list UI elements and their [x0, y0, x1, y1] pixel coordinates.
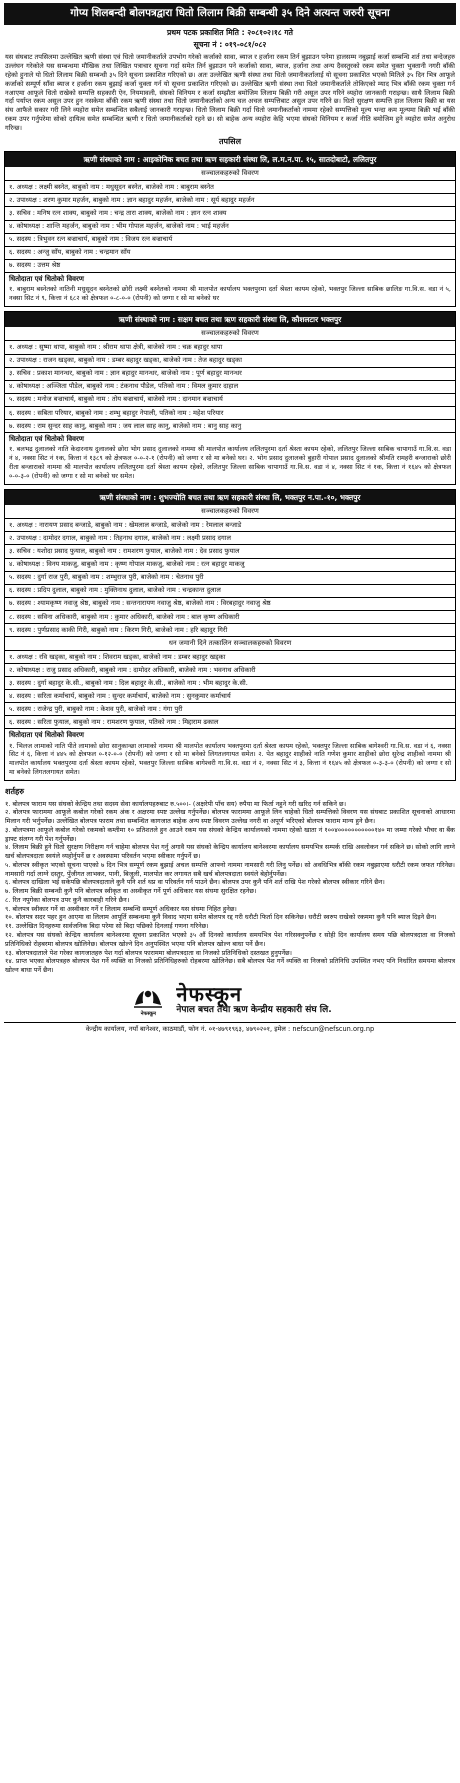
member-row: ५. सदस्य : दुर्गा राज पुरी, बाबुको नाम : शम्भुराज पुरी, बाजेको नाम : चेतनाथ पुरी — [5, 572, 455, 585]
hands-logo-icon — [132, 985, 164, 1011]
term-item: १२. बोलपत्र यस संघको केन्द्रिय कार्यालय बानेश्वरमा सूचना प्रकाशित भएको ३५ औं दिनको कार्यालय समयभित्र पेश गरिसक्नुपर्नेछ र सोही दिन कार्यालय समय पछि बोलपत्रदाता वा निजको प्रतिनिधिको रोहबरमा बोलपत्र खोलिनेछ। बोलपत्र खोल्ने दिन अनुपस्थित भएमा पनि बोलपत्र खोल्न बाधा पर्ने छैन। — [5, 931, 455, 948]
org-short-name: नेफस्कून — [176, 982, 243, 1007]
guarantor-row: ३. सदस्य : दुर्गा बहादुर के.सी., बाबुको नाम : दिल बहादुर के.सी., बाजेको नाम : भीम बहादुर के.सी. — [5, 677, 455, 690]
term-item: १. बोलपत्र फाराम यस संघको केन्द्रिय तथा सदस्य सेवा कार्यालयहरुबाट रु.५००।- (अक्षरेपी पाँच सय) रुपैया मा फिर्ता नहुने गरी खरिद गर्न सकिने छ। — [5, 799, 347, 808]
collateral-details: १. भिलज लामाको नाति पीते लामाको छोरा सानुकान्छा लामाको नाममा श्री मालपोत कार्यालय भक्तपुरमा दर्ता श्रेस्ता कायम रहेको, भक्तपुर जिल्ला साबिक बागेश्वरी गा.वि.स. वडा नं ६, नक्सा सिट नं ६, कित्ता नं ४४५ को क्षेत्रफल ०-१२-०-० (रोपनी) को जग्गा र सो मा बनेको लिगतलगायत समेत। २. पेत बहादुर शाहीको नाति गणेश कुमार शाहीको छोरा सुरेन्द्र शाहीको नाममा श्री मालपोत कार्यालय भक्तपुरमा दर्ता श्रेस्ता कायम रहेको, भक्तपुर जिल्ला साबिक बागेश्वरी गा.वि.स. वडा नं २, नक्सा सिट नं ३, कित्ता नं १६४५ को क्षेत्रफल ०-३-३-० (रोपनी) को जग्गा र सो मा बनेको लिगतलगायत समेत। — [9, 741, 451, 777]
term-item: ३. बोलपत्रमा आफूले कबोल गरेको रकमको कम्तीमा १० प्रतिशतले हुन आउने रकम यस संघको केन्द्रिय कार्यालयको नाममा रहेको खाता नं १००४०००००००००००१४० मा जम्मा गरेको भौचर वा बैंक ड्राफ्ट संलग्न गरी पेश गर्नुपर्नेछ। — [5, 825, 455, 843]
member-row: ९. सदस्य : पुर्णप्रसाद काकी गिरी, बाबुको नाम : किरण गिरी, बाजेको नाम : हरि बहादुर गिरी — [5, 624, 455, 637]
member-row: २. उपाध्यक्ष : दामोदर दगाल, बाबुको नाम : तिहनाथ दगाल, बाजेको नाम : लक्ष्मी प्रसाद दगाल — [5, 532, 455, 545]
guarantor-members-heading: धन जमानी दिने तत्कालिन सञ्चालकहरुको विवरण — [5, 637, 455, 651]
coop-title: ऋणी संस्थाको नाम : सक्षम बचत तथा ऋण सहकारी संस्था लि, कौशलटार भक्तपुर — [5, 312, 455, 328]
member-row: ७. सदस्य : उत्तम श्रेष्ठ — [5, 260, 455, 273]
term-item: २. बोलपत्र फाराममा आफूले कबोल गरेको रकम अंक र अक्षरमा स्पष्ट उल्लेख गर्नुपर्नेछ। बोलपत्र फाराममा आफूले लिन चाहेको धितो सम्पत्तिको विवरण यस संघबाट प्रकाशित सूचनाको आधारमा मिलान गरी भर्नुपर्नेछ। उल्लेखित बोलपत्र फाराम तथा सम्बन्धित कागजात बाहेक अन्य स्पष्ट विवरण उल्लेख नगरी वा अपूर्ण भरिएको बोलपत्र फाराम मान्य हुने छैन। — [5, 808, 455, 826]
member-row: २. उपाध्यक्ष : शरण कुमार महर्जन, बाबुको नाम : ज्ञान बहादुर महर्जन, बाजेको नाम : सूर्य बहादुर महर्जन — [5, 194, 455, 207]
member-row: ४. कोषाध्यक्ष : शान्ति महर्जन, बाबुको नाम : भीम गोपाल महर्जन, बाजेको नाम : भाई महर्जन — [5, 221, 455, 234]
board-members-heading: सञ्चालकहरुको विवरण — [5, 327, 455, 341]
borrower-coop-section — [4, 311, 456, 485]
guarantor-row: ५. सदस्य : राजेन्द्र पुरी, बाबुको नाम : केशव पुरी, बाजेको नाम : गंगा पुरी — [5, 703, 455, 716]
member-row: १. अध्यक्ष : सुष्मा थापा, बाबुको नाम : श्रीराम थापा क्षेत्री, बाजेको नाम : चक्र बहादुर थापा — [5, 341, 455, 354]
collateral-details: १. बाबुराम बस्नेतको नातिनी मधुसूदन बस्नेतको छोरी लक्ष्मी बस्नेतको नाममा श्री मालपोत कार्यालय भक्तपुरमा दर्ता श्रेस्ता कायम रहेको, भक्तपुर जिल्ला साबिक छालिङ गा.वि.स. वडा नं ५, नक्सा सिट नं ९, कित्ता नं ६८२ को क्षेत्रफल ०-८-०-० (रोपनी) को जग्गा र सो मा बनेको घर — [9, 285, 451, 302]
member-row: १. अध्यक्ष : लक्ष्मी बस्नेत, बाबुको नाम : मधुसूदन बस्नेत, बाजेको नाम : बाबुराम बस्नेत — [5, 181, 455, 194]
term-item: १३. बोलपत्रदाताले पेश गरेका कागजातहरु पेश गर्दा बोलपत्र फाराममा बोलपत्रदाता वा निजको प्रतिनिधिको दस्तखत हुनुपर्नेछ। — [5, 948, 292, 957]
member-row: ३. सचिव : यशोदा प्रसाद फुयाल, बाबुको नाम : रामशरण फुयाल, बाजेको नाम : देव प्रसाद फुयाल — [5, 545, 455, 558]
member-row: ३. सचिव : प्रकाश मानन्धर, बाबुको नाम : ज्ञान बहादुर मानन्धर, बाजेको नाम : पूर्ण बहादुर मानन्धर — [5, 368, 455, 381]
borrower-coop-section — [4, 489, 456, 781]
term-item: ११. उल्लेखित दिनहरुमा सार्वजनिक बिदा परेमा सो बिदा पछिको दिनलाई गणना गरिनेछ। — [5, 922, 209, 931]
first-publication-date: प्रथम पटक प्रकाशित मिति : २०८१०२।१८ गते — [166, 27, 294, 37]
term-item: ९. बोलपत्र स्वीकार गर्ने वा अस्वीकार गर्ने र लिलाम सम्बन्धि सम्पूर्ण अधिकार यस संघमा निहित हुनेछ। — [5, 904, 237, 913]
schedule-title: तपसिल — [218, 137, 241, 146]
guarantor-row: १. अध्यक्ष : रवि खड्का, बाबुको नाम : शिवराम खड्का, बाजेको नाम : डम्बर बहादुर खड्का — [5, 651, 455, 664]
member-row: ६. सदस्य : सबिता परियार, बाबुको नाम : शम्भु बहादुर नेपाली, पतिको नाम : महेश परियार — [5, 407, 455, 420]
term-item: ८. रित नपुगेका बोलपत्र उपर कुनै कारबाही गरिने छैन। — [5, 895, 130, 904]
board-members-heading: सञ्चालकहरुको विवरण — [5, 167, 455, 181]
member-row: ८. सदस्य : सविना अधिकारी, बाबुको नाम : कुमार अधिकारी, बाजेको नाम : बाल कृष्ण अधिकारी — [5, 611, 455, 624]
member-row: ४. कोषाध्यक्ष : विनय माकजु, बाबुको नाम : कृष्ण गोपाल माकजु, बाजेको नाम : रत्न बहादुर माकजु — [5, 559, 455, 572]
borrower-coop-section — [4, 151, 456, 307]
terms-title: शर्तहरु — [5, 786, 25, 796]
collateral-details: १. बलभद्र दुलालको नाति केदारनाथ दुलालको छोरा भोग प्रसाद दुलालको नाममा श्री मालपोत कार्यालय ललितपुरमा दर्ता श्रेस्ता कायम रहेको, ललितपुर जिल्ला साबिक चापागाउँ गा.वि.स. वडा नं ४, नक्सा सिट नं १क, कित्ता नं १३८९ को क्षेत्रफल ०-०-२-१ (रोपनी) को जग्गा र सो मा बनेको घर। २. भोग प्रसाद दुलालको बुहारी गोपाल प्रसाद दुलालको श्रीमति रामहरी बन्जाराको छोरी रीता बन्जाराको नाममा श्री मालपोत कार्यालय ललितपुरमा दर्ता श्रेस्ता कायम रहेको, ललितपुर जिल्ला साबिक चापागाउँ गा.वि.स. वडा नं ४, नक्सा सिट नं १क, कित्ता नं १६४५ को क्षेत्रफल ०-०-३-० (रोपनी) को जग्गा र सो मा बनेको घर समेत। — [9, 445, 451, 480]
member-row: २. उपाध्यक्ष : राजन खड्का, बाबुको नाम : डम्बर बहादुर खड्का, बाजेको नाम : तेज बहादुर खड्का — [5, 355, 455, 368]
collateral-heading: धितोदाता एवं धितोको विवरण — [9, 435, 84, 443]
guarantor-row: २. कोषाध्यक्ष : राजु प्रसाद अधिकारी, बाबुको नाम : दामोदर अधिकारी, बाजेको नाम : भवनाथ अधिकारी — [5, 664, 455, 677]
board-members-heading: सञ्चालकहरुको विवरण — [5, 505, 455, 519]
term-item: १४. प्राप्त भएका बोलपत्रहरु बोलपत्र पेश गर्ने व्यक्ति वा निजको प्रतिनिधिहरुको रोहबरमा खोलिनेछ। सबै बोलपत्र पेश गर्ने व्यक्ति वा निजको प्रतिनिधि उपस्थित नभए पनि निर्धारित समयमा बोलपत्र खोल्न बाधा पर्ने छैन। — [5, 957, 455, 975]
guarantor-row: ४. सदस्य : सरिता कर्माचार्य, बाबुको नाम : सुन्दर कर्माचार्य, बाजेको नाम : सुनकुमार कर्माचार्य — [5, 690, 455, 703]
member-row: ६. सदस्य : प्रदिप दुलाल, बाबुको नाम : मुक्तिनाथ दुलाल, बाजेको नाम : चन्द्रकान्त दुलाल — [5, 585, 455, 598]
intro-paragraph: यस संघबाट तपसिलमा उल्लेखित ऋणी संस्था एवं धितो जमानीकर्ताले उपभोग गरेको कर्जाको सावा, ब्याज र हर्जाना रकम तिर्न बुझाउन पनेमा हालसम्म नबुझाई कर्जा सम्बन्धि शर्त तथा बन्देजहरु उल्लंघन गरेकोले यस सम्बन्धमा मौखिक तथा लिखित पत्राचार सूचना गर्दा समेत तिर्न बुझाउन पने कर्जाको सावा, ब्याज, हर्जाना तथा अन्य दैवस्तुरको रकम समेत चुक्ता भुक्तानी नगरी बाँकी रहेको हुनाले यो धितो लिलाम बिक्री सम्बन्धी ३५ दिने सूचना प्रकाशित गरिएको छ। अतः उल्लेखित ऋणी संस्था तथा धितो जमानीकर्तालाई यो सूचना प्रकाशित भएको मितिले ३५ दिन भित्र आफूले कर्जाको सम्पूर्ण साँवा ब्याज र हर्जाना रकम बुझाई कर्जा चुक्ता गर्न यो सूचना प्रकाशित गरिएको छ। उल्लेखित ऋणी संस्था तथा धितो जमानीकर्ताले तोकिएको म्याद भित्र बाँकी रकम चुक्ता गर्न नआएमा आफूले धितो राखेको सम्पत्ति सहकारी ऐन, नियमावली, संघको विनियम र कर्जा सम्झौता बमोजिम लिलाम बिक्री गरी असूल उपर गरिने व्यहोरा जानकारी गराइन्छ। साथै लिलाम बिक्री गर्दा पर्याप्त रकम असूल उपर हुन नसकेमा बाँकी रकम ऋणी संस्था तथा धितो जमानीकर्ताको अन्य चल अचल सम्पत्तिबाट असुल उपर गरिने छ। धितो सुरक्षण सम्पत्ति हाल लिलाम बिक्री बा यस संघ आफैले सकार गरी लिने व्यहोरा समेत सम्बन्धित सबैलाई जानकारी गराइन्छ। धितो लिलाम बिक्री गर्दा धितो जमानीकर्ताको नाममा रहेको सम्पत्तिको मूल्य भन्दा कम मूल्यमा बिक्री भई बाँकी रकम उपर गर्नुपरेमा सोको दायित्व समेत सम्बन्धित ऋणी र धितो जमानीकर्ताको रहने छ। सो बाहेक अन्य व्यहोरा केहि भएमा संघको विनियम र कर्जा नीति बमोजिम हुने व्यहोरा समेत अनुरोध गरिन्छ। — [5, 52, 455, 133]
term-item: ६. बोलपत्र दाखिला भई सकेपछि बोलपत्रदाताले कुनै पनि शर्त थप्न वा परिवर्तन गर्न पाउने छैन। बोलपत्र उपर कुनै पनि शर्त राखि पेश गरेको बोलपत्र स्वीकार गरिने छैन। — [5, 878, 385, 887]
term-item: १०. बोलपत्र सदर पहर हुन आएमा वा लिलाम आपूर्ति सम्बन्धमा कुनै विवाद भएमा समेत बोलपत्र रद्द गरी धरौटी फिर्ता दिन सकिनेछ। धरौटी स्वरुप राखेको रकममा कुनै पनि ब्याज दिइने छैन। — [5, 913, 437, 922]
coop-title: ऋणी संस्थाको नाम : शुभज्योति बचत तथा ऋण सहकारी संस्था लि, भक्तपुर न.पा.-१०, भक्तपुर — [5, 490, 455, 506]
notice-number: सूचना नं : ०१९-०८१/०८२ — [193, 39, 267, 49]
org-full-name: नेपाल बचत तथा ऋण केन्द्रीय सहकारी संघ लि. — [176, 1005, 332, 1016]
collateral-heading: धितोदाता एवं धितोको विवरण — [9, 731, 84, 740]
member-row: १. अध्यक्ष : नारायण प्रसाद बन्जाडे, बाबुको नाम : खेमलाल बन्जाडे, बाजेको नाम : रेमलाल बन्जाडे — [5, 519, 455, 532]
coop-title: ऋणी संस्थाको नाम : आइकोनिक बचत तथा ऋण सहकारी संस्था लि, ल.म.न.पा. १५, सातदोबाटो, ललितपुर — [5, 152, 455, 168]
term-item: ४. लिलाम बिक्री हुने धितो सुरक्षण निरीक्षण गर्न चाहेमा बोलपत्र पेश गर्नु अगावै यस संघको केन्द्रिय कार्यालय बानेश्वरमा कार्यालय समयभित्र सम्पर्क राखि अवलोकन गर्न सकिने छ। सोको लागि लाग्ने खर्च बोलपत्रदाता स्वयंले व्यहोर्नुपर्ने छ र अवस्थामा परिवर्तन भएमा स्वीकार गर्नुपर्ने छ। — [5, 843, 455, 861]
member-row: ५. सदस्य : मनोज बज्राचार्य, बाबुको नाम : तोय बज्राचार्य, बाजेको नाम : दानमान बज्राचार्य — [5, 394, 455, 407]
term-item: ५. बोलपत्र स्वीकृत भएको सूचना पाएको ७ दिन भित्र सम्पूर्ण रकम बुझाई अचल सम्पत्ति आफ्नो नाममा नामसारी गरी लिनु पर्नेछ। सो अवधिभित्र बाँकी रकम नबुझाएमा धरौटी रकम जफत गरिनेछ। नामसारी गर्दा लाग्ने दस्तुर, पुँजीगत लाभकर, पानी, बिजुली, मालपोत कर लगायत सबै खर्च बोलपत्रदाता स्वयंले बेहोर्नुपर्नेछ। — [5, 860, 455, 878]
guarantor-row: ६. सदस्य : सरिता फुयाल, बाबुको नाम : रामशरण फुयाल, पतिको नाम : मिद्दाराम ढकाल — [5, 716, 455, 729]
org-logo — [128, 983, 168, 1019]
term-item: ७. लिलाम बिक्री सम्बन्धी कुनै पनि बोलपत्र स्वीकृत वा अस्वीकृत गर्ने पूर्ण अधिकार यस संघमा सुरक्षित रहनेछ। — [5, 887, 257, 896]
collateral-heading: धितोदाता एवं धितोको विवरण — [9, 274, 84, 283]
member-row: ५. सदस्य : त्रिभुवन रत्न बज्राचार्य, बाबुको नाम : विजय रत्न बज्राचार्य — [5, 234, 455, 247]
footer-branding — [4, 983, 456, 1022]
publication-info — [4, 25, 456, 39]
org-name-block — [176, 984, 331, 1017]
member-row: ३. सचिव : मनिष रत्न शाक्य, बाबुको नाम : चन्द्र तारा शाक्य, बाजेको नाम : ज्ञान रत्न शाक्य — [5, 207, 455, 220]
member-row: ४. कोषाध्यक्ष : अञ्जिता पौडेल, बाबुको नाम : टंकनाथ पौडेल, पतिको नाम : विमल कुमार दाहाल — [5, 381, 455, 394]
member-row: ७. सदस्य : राम सुन्दर साह कानु, बाबुको नाम : जय लाल साह कानु, बाजेको नाम : बानु साह कानु — [5, 420, 455, 433]
member-row: ७. सदस्य : श्यामकृष्ण नवाजु श्रेष्ठ, बाबुको नाम : सन्तनारायण नवाजु श्रेष्ठ, बाजेको नाम : विरबहादुर नवाजु श्रेष्ठ — [5, 598, 455, 611]
logo-caption: नेफस्कून — [140, 1010, 156, 1017]
contact-line: केन्द्रीय कार्यालय, नयाँ बानेश्वर, काठमाडौं, फोन नं. ०१-४७९१९६३, ४७९०२०१, इमेल : nefscun@nefscun.org.np — [4, 1022, 456, 1034]
member-row: ६. सदस्य : अन्जु साँय, बाबुको नाम : चन्द्रमान साँय — [5, 247, 455, 260]
notice-headline: गोप्य शिलबन्दी बोलपत्रद्वारा धितो लिलाम बिक्री सम्बन्धी ३५ दिने अत्यन्त जरुरी सूचना — [4, 3, 456, 25]
